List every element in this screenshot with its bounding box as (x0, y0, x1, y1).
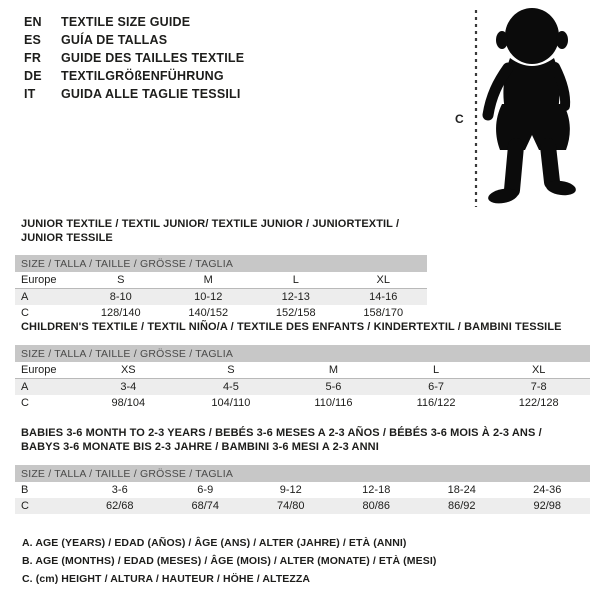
table-row-a (15, 289, 427, 306)
table-cell: 24-36 (533, 484, 562, 496)
table-row-c (15, 305, 427, 321)
table-cell: M (165, 272, 253, 289)
size-header-band: SIZE / TALLA / TAILLE / GRÖSSE / TAGLIA (15, 255, 427, 272)
row-label: Europe (15, 362, 77, 379)
table-cell: 110/116 (314, 397, 353, 409)
table-cell: 92/98 (505, 498, 591, 514)
size-header-row (15, 345, 590, 362)
footnote-c: C. (cm) HEIGHT / ALTURA / HAUTEUR / HÖHE / ALTEZZA (22, 573, 311, 585)
language-label: GUIDA ALLE TAGLIE TESSILI (61, 87, 241, 101)
section-title: JUNIOR TEXTILE / TEXTIL JUNIOR/ TEXTILE JUNIOR / JUNIORTEXTIL / JUNIOR TESSILE (21, 218, 400, 244)
table-cell: XS (77, 362, 180, 379)
size-header-band: SIZE / TALLA / TAILLE / GRÖSSE / TAGLIA (15, 345, 590, 362)
table-cell: 62/68 (77, 498, 163, 514)
section-title-line2: BABYS 3-6 MONATE BIS 2-3 JAHRE / BAMBINI 3-6 MESI A 2-3 ANNI (21, 441, 379, 453)
section-title: CHILDREN'S TEXTILE / TEXTIL NIÑO/A / TEXTILE DES ENFANTS / KINDERTEXTIL / BAMBINI TESSILE (21, 321, 562, 333)
table-cell: XL (487, 362, 590, 379)
size-header-row (15, 465, 590, 482)
table-cell: 3-4 (77, 379, 180, 396)
table-cell: 12-13 (252, 289, 340, 306)
table-cell: L (385, 362, 488, 379)
table-cell: 128/140 (100, 307, 141, 319)
height-measure-label: C (455, 112, 464, 126)
table-cell: 9-12 (279, 484, 302, 496)
table-row-europe (15, 362, 590, 379)
table-cell: 140/152 (188, 307, 229, 319)
table-cell: 122/128 (518, 397, 559, 409)
toddler-silhouette (487, 8, 577, 205)
table-cell: XL (340, 272, 428, 289)
table-cell: 74/80 (248, 498, 334, 514)
table-row-c (15, 395, 590, 411)
language-row (24, 31, 244, 49)
table-cell: 116/122 (416, 397, 456, 409)
table-cell: 158/170 (363, 307, 404, 319)
size-table-babies (15, 465, 590, 514)
language-code: FR (24, 51, 42, 65)
language-label: TEXTILE SIZE GUIDE (61, 15, 191, 29)
row-label: C (21, 397, 29, 409)
table-cell: 104/110 (211, 397, 251, 409)
table-cell: 80/86 (334, 498, 420, 514)
row-label: A (15, 379, 77, 396)
row-label: C (15, 498, 77, 514)
language-code: EN (24, 15, 42, 29)
table-cell: 3-6 (111, 484, 128, 496)
language-code: ES (24, 33, 42, 47)
table-cell: 8-10 (77, 289, 165, 306)
table-cell: 6-7 (385, 379, 488, 396)
table-cell: 98/104 (111, 397, 146, 409)
table-cell: 68/74 (163, 498, 249, 514)
table-row-b (15, 482, 590, 498)
footnote-b: B. AGE (MONTHS) / EDAD (MESES) / ÂGE (MOIS) / ALTER (MONATE) / ETÀ (MESI) (22, 555, 437, 567)
table-cell: 86/92 (419, 498, 505, 514)
row-label: Europe (15, 272, 77, 289)
row-label: C (21, 307, 29, 319)
table-cell: 10-12 (165, 289, 253, 306)
language-label: GUÍA DE TALLAS (61, 33, 168, 47)
language-code: DE (24, 69, 42, 83)
size-table-children (15, 345, 590, 411)
table-cell: S (180, 362, 283, 379)
language-row (24, 67, 244, 85)
language-row (24, 85, 244, 103)
table-cell: 5-6 (282, 379, 385, 396)
height-figure (448, 4, 598, 216)
table-cell: 12-18 (362, 484, 391, 496)
footnotes (22, 534, 436, 588)
table-cell: 152/158 (275, 307, 316, 319)
table-cell: 14-16 (340, 289, 428, 306)
size-header-band: SIZE / TALLA / TAILLE / GRÖSSE / TAGLIA (15, 465, 590, 482)
section-junior (15, 217, 427, 321)
table-cell: M (282, 362, 385, 379)
table-cell: 4-5 (180, 379, 283, 396)
footnote-a: A. AGE (YEARS) / EDAD (AÑOS) / ÂGE (ANS) / ALTER (JAHRE) / ETÀ (ANNI) (22, 537, 407, 549)
toddler-silhouette-svg (448, 4, 598, 216)
size-header-row (15, 255, 427, 272)
table-row-europe (15, 272, 427, 289)
table-row-c (15, 498, 590, 514)
table-cell: 7-8 (487, 379, 590, 396)
size-table-junior (15, 255, 427, 321)
table-cell: L (252, 272, 340, 289)
row-label: B (21, 484, 29, 496)
language-row (24, 49, 244, 67)
language-list (24, 13, 244, 103)
table-cell: 18-24 (447, 484, 476, 496)
table-row-a (15, 379, 590, 396)
language-label: GUIDE DES TAILLES TEXTILE (61, 51, 245, 65)
language-code: IT (24, 87, 36, 101)
row-label: A (15, 289, 77, 306)
language-row (24, 13, 244, 31)
table-cell: 6-9 (197, 484, 214, 496)
section-title: BABIES 3-6 MONTH TO 2-3 YEARS / BEBÉS 3-6 MESES A 2-3 AÑOS / BÉBÉS 3-6 MOIS À 2-3 ANS / (21, 427, 542, 439)
section-babies (15, 426, 590, 514)
section-children (15, 320, 590, 411)
table-cell: S (77, 272, 165, 289)
language-label: TEXTILGRÖßENFÜHRUNG (61, 69, 224, 83)
